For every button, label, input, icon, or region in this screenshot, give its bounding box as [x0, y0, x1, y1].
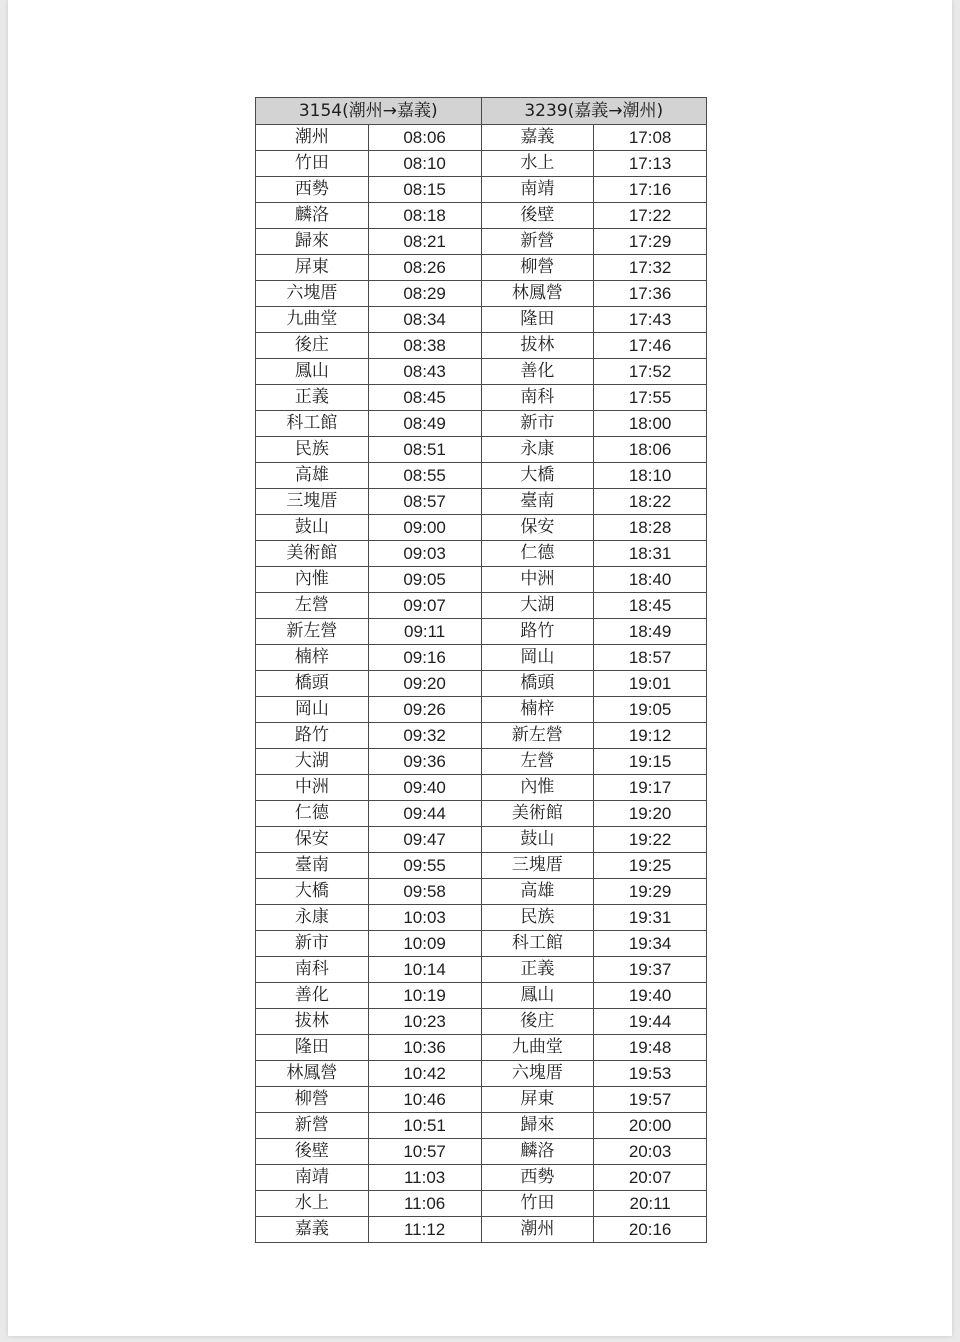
- time-cell: 19:20: [594, 801, 707, 827]
- time-cell: 10:19: [368, 983, 481, 1009]
- time-cell: 17:16: [594, 177, 707, 203]
- station-cell: 美術館: [256, 541, 369, 567]
- station-cell: 水上: [256, 1191, 369, 1217]
- station-cell: 大湖: [256, 749, 369, 775]
- station-cell: 屏東: [256, 255, 369, 281]
- table-row: [256, 541, 707, 567]
- station-cell: 南科: [256, 957, 369, 983]
- table-row: [256, 359, 707, 385]
- table-row: [256, 1113, 707, 1139]
- time-cell: 20:16: [594, 1217, 707, 1243]
- station-cell: 正義: [256, 385, 369, 411]
- time-cell: 17:52: [594, 359, 707, 385]
- station-cell: 後庄: [256, 333, 369, 359]
- time-cell: 11:06: [368, 1191, 481, 1217]
- table-row: [256, 125, 707, 151]
- time-cell: 18:31: [594, 541, 707, 567]
- table-row: [256, 489, 707, 515]
- time-cell: 10:46: [368, 1087, 481, 1113]
- time-cell: 08:21: [368, 229, 481, 255]
- time-cell: 10:57: [368, 1139, 481, 1165]
- table-row: [256, 905, 707, 931]
- station-cell: 麟洛: [481, 1139, 594, 1165]
- table-row: [256, 333, 707, 359]
- time-cell: 19:53: [594, 1061, 707, 1087]
- time-cell: 10:14: [368, 957, 481, 983]
- time-cell: 17:08: [594, 125, 707, 151]
- table-row: [256, 385, 707, 411]
- station-cell: 隆田: [481, 307, 594, 333]
- header-row: [256, 98, 707, 125]
- station-cell: 後庄: [481, 1009, 594, 1035]
- time-cell: 09:11: [368, 619, 481, 645]
- time-cell: 09:16: [368, 645, 481, 671]
- time-cell: 09:58: [368, 879, 481, 905]
- table-row: [256, 1087, 707, 1113]
- time-cell: 08:29: [368, 281, 481, 307]
- header-train-3239: 3239(嘉義→潮州): [481, 98, 707, 125]
- time-cell: 20:03: [594, 1139, 707, 1165]
- time-cell: 09:55: [368, 853, 481, 879]
- station-cell: 新營: [256, 1113, 369, 1139]
- time-cell: 20:00: [594, 1113, 707, 1139]
- table-row: [256, 437, 707, 463]
- station-cell: 水上: [481, 151, 594, 177]
- time-cell: 17:32: [594, 255, 707, 281]
- table-row: [256, 281, 707, 307]
- table-row: [256, 177, 707, 203]
- station-cell: 嘉義: [481, 125, 594, 151]
- time-cell: 08:18: [368, 203, 481, 229]
- station-cell: 善化: [481, 359, 594, 385]
- time-cell: 19:22: [594, 827, 707, 853]
- time-cell: 20:11: [594, 1191, 707, 1217]
- station-cell: 拔林: [481, 333, 594, 359]
- station-cell: 正義: [481, 957, 594, 983]
- station-cell: 鼓山: [256, 515, 369, 541]
- time-cell: 11:03: [368, 1165, 481, 1191]
- station-cell: 橋頭: [481, 671, 594, 697]
- station-cell: 科工館: [481, 931, 594, 957]
- station-cell: 仁德: [481, 541, 594, 567]
- station-cell: 仁德: [256, 801, 369, 827]
- station-cell: 中洲: [481, 567, 594, 593]
- time-cell: 09:07: [368, 593, 481, 619]
- time-cell: 08:34: [368, 307, 481, 333]
- station-cell: 西勢: [256, 177, 369, 203]
- table-row: [256, 697, 707, 723]
- station-cell: 臺南: [481, 489, 594, 515]
- table-row: [256, 801, 707, 827]
- table-row: [256, 775, 707, 801]
- station-cell: 高雄: [481, 879, 594, 905]
- station-cell: 六塊厝: [256, 281, 369, 307]
- table-row: [256, 671, 707, 697]
- table-row: [256, 307, 707, 333]
- station-cell: 後壁: [256, 1139, 369, 1165]
- time-cell: 08:57: [368, 489, 481, 515]
- time-cell: 09:00: [368, 515, 481, 541]
- station-cell: 內惟: [256, 567, 369, 593]
- station-cell: 橋頭: [256, 671, 369, 697]
- time-cell: 09:26: [368, 697, 481, 723]
- station-cell: 拔林: [256, 1009, 369, 1035]
- time-cell: 18:57: [594, 645, 707, 671]
- time-cell: 19:34: [594, 931, 707, 957]
- header-train-3154: 3154(潮州→嘉義): [256, 98, 482, 125]
- station-cell: 林鳳營: [481, 281, 594, 307]
- time-cell: 09:03: [368, 541, 481, 567]
- time-cell: 10:51: [368, 1113, 481, 1139]
- station-cell: 保安: [256, 827, 369, 853]
- station-cell: 大湖: [481, 593, 594, 619]
- time-cell: 10:42: [368, 1061, 481, 1087]
- station-cell: 屏東: [481, 1087, 594, 1113]
- station-cell: 柳營: [481, 255, 594, 281]
- station-cell: 路竹: [481, 619, 594, 645]
- time-cell: 19:40: [594, 983, 707, 1009]
- timetable-body: [256, 125, 707, 1243]
- time-cell: 08:45: [368, 385, 481, 411]
- station-cell: 南靖: [256, 1165, 369, 1191]
- station-cell: 林鳳營: [256, 1061, 369, 1087]
- time-cell: 19:15: [594, 749, 707, 775]
- time-cell: 10:09: [368, 931, 481, 957]
- time-cell: 19:31: [594, 905, 707, 931]
- time-cell: 18:49: [594, 619, 707, 645]
- table-row: [256, 1165, 707, 1191]
- time-cell: 17:13: [594, 151, 707, 177]
- station-cell: 竹田: [481, 1191, 594, 1217]
- time-cell: 19:29: [594, 879, 707, 905]
- table-row: [256, 1139, 707, 1165]
- station-cell: 美術館: [481, 801, 594, 827]
- station-cell: 嘉義: [256, 1217, 369, 1243]
- station-cell: 後壁: [481, 203, 594, 229]
- table-row: [256, 619, 707, 645]
- time-cell: 08:43: [368, 359, 481, 385]
- time-cell: 08:15: [368, 177, 481, 203]
- time-cell: 19:25: [594, 853, 707, 879]
- time-cell: 19:44: [594, 1009, 707, 1035]
- station-cell: 楠梓: [256, 645, 369, 671]
- time-cell: 09:47: [368, 827, 481, 853]
- station-cell: 三塊厝: [481, 853, 594, 879]
- time-cell: 19:01: [594, 671, 707, 697]
- station-cell: 保安: [481, 515, 594, 541]
- station-cell: 南科: [481, 385, 594, 411]
- station-cell: 中洲: [256, 775, 369, 801]
- time-cell: 17:29: [594, 229, 707, 255]
- time-cell: 19:12: [594, 723, 707, 749]
- table-row: [256, 853, 707, 879]
- table-row: [256, 1035, 707, 1061]
- time-cell: 10:23: [368, 1009, 481, 1035]
- time-cell: 18:40: [594, 567, 707, 593]
- time-cell: 08:10: [368, 151, 481, 177]
- time-cell: 17:36: [594, 281, 707, 307]
- table-row: [256, 1217, 707, 1243]
- time-cell: 09:44: [368, 801, 481, 827]
- station-cell: 隆田: [256, 1035, 369, 1061]
- table-row: [256, 1009, 707, 1035]
- table-row: [256, 229, 707, 255]
- train-timetable: [255, 97, 707, 1243]
- station-cell: 永康: [481, 437, 594, 463]
- document-page: [8, 0, 952, 1336]
- station-cell: 大橋: [256, 879, 369, 905]
- station-cell: 歸來: [481, 1113, 594, 1139]
- table-row: [256, 567, 707, 593]
- table-row: [256, 749, 707, 775]
- table-row: [256, 983, 707, 1009]
- station-cell: 潮州: [256, 125, 369, 151]
- station-cell: 左營: [256, 593, 369, 619]
- time-cell: 18:45: [594, 593, 707, 619]
- time-cell: 17:43: [594, 307, 707, 333]
- table-row: [256, 463, 707, 489]
- time-cell: 18:10: [594, 463, 707, 489]
- table-row: [256, 957, 707, 983]
- station-cell: 西勢: [481, 1165, 594, 1191]
- station-cell: 柳營: [256, 1087, 369, 1113]
- time-cell: 18:28: [594, 515, 707, 541]
- station-cell: 歸來: [256, 229, 369, 255]
- time-cell: 08:26: [368, 255, 481, 281]
- station-cell: 九曲堂: [481, 1035, 594, 1061]
- time-cell: 09:40: [368, 775, 481, 801]
- time-cell: 11:12: [368, 1217, 481, 1243]
- table-row: [256, 515, 707, 541]
- time-cell: 19:37: [594, 957, 707, 983]
- table-row: [256, 151, 707, 177]
- table-row: [256, 255, 707, 281]
- table-row: [256, 593, 707, 619]
- table-row: [256, 931, 707, 957]
- station-cell: 科工館: [256, 411, 369, 437]
- time-cell: 08:38: [368, 333, 481, 359]
- time-cell: 08:55: [368, 463, 481, 489]
- station-cell: 岡山: [256, 697, 369, 723]
- table-row: [256, 827, 707, 853]
- time-cell: 08:51: [368, 437, 481, 463]
- time-cell: 19:48: [594, 1035, 707, 1061]
- station-cell: 鳳山: [256, 359, 369, 385]
- station-cell: 潮州: [481, 1217, 594, 1243]
- table-row: [256, 645, 707, 671]
- time-cell: 10:36: [368, 1035, 481, 1061]
- time-cell: 19:17: [594, 775, 707, 801]
- time-cell: 18:06: [594, 437, 707, 463]
- time-cell: 19:57: [594, 1087, 707, 1113]
- station-cell: 新左營: [481, 723, 594, 749]
- station-cell: 大橋: [481, 463, 594, 489]
- station-cell: 六塊厝: [481, 1061, 594, 1087]
- station-cell: 新市: [256, 931, 369, 957]
- station-cell: 麟洛: [256, 203, 369, 229]
- station-cell: 三塊厝: [256, 489, 369, 515]
- station-cell: 新左營: [256, 619, 369, 645]
- table-row: [256, 879, 707, 905]
- time-cell: 18:22: [594, 489, 707, 515]
- station-cell: 民族: [256, 437, 369, 463]
- time-cell: 09:20: [368, 671, 481, 697]
- station-cell: 楠梓: [481, 697, 594, 723]
- station-cell: 九曲堂: [256, 307, 369, 333]
- station-cell: 岡山: [481, 645, 594, 671]
- time-cell: 10:03: [368, 905, 481, 931]
- station-cell: 左營: [481, 749, 594, 775]
- table-row: [256, 723, 707, 749]
- table-row: [256, 203, 707, 229]
- time-cell: 09:36: [368, 749, 481, 775]
- time-cell: 08:06: [368, 125, 481, 151]
- time-cell: 20:07: [594, 1165, 707, 1191]
- time-cell: 17:22: [594, 203, 707, 229]
- station-cell: 路竹: [256, 723, 369, 749]
- station-cell: 民族: [481, 905, 594, 931]
- time-cell: 17:46: [594, 333, 707, 359]
- station-cell: 高雄: [256, 463, 369, 489]
- time-cell: 17:55: [594, 385, 707, 411]
- station-cell: 內惟: [481, 775, 594, 801]
- station-cell: 鳳山: [481, 983, 594, 1009]
- station-cell: 臺南: [256, 853, 369, 879]
- time-cell: 08:49: [368, 411, 481, 437]
- station-cell: 南靖: [481, 177, 594, 203]
- station-cell: 新營: [481, 229, 594, 255]
- station-cell: 鼓山: [481, 827, 594, 853]
- table-row: [256, 1061, 707, 1087]
- time-cell: 18:00: [594, 411, 707, 437]
- station-cell: 永康: [256, 905, 369, 931]
- time-cell: 09:05: [368, 567, 481, 593]
- time-cell: 19:05: [594, 697, 707, 723]
- table-row: [256, 1191, 707, 1217]
- station-cell: 善化: [256, 983, 369, 1009]
- station-cell: 新市: [481, 411, 594, 437]
- table-row: [256, 411, 707, 437]
- time-cell: 09:32: [368, 723, 481, 749]
- station-cell: 竹田: [256, 151, 369, 177]
